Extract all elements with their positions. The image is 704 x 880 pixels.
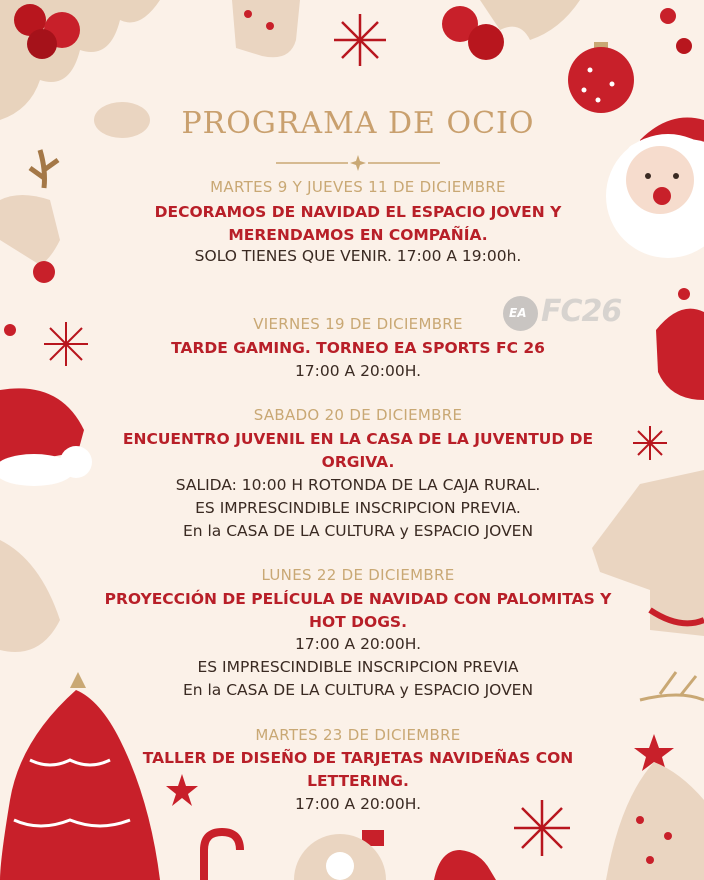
gift-bag-icon: [656, 288, 704, 400]
event-detail-line: En la CASA DE LA CULTURA y ESPACIO JOVEN: [182, 681, 534, 699]
program-content: [90, 0, 626, 880]
event-headline-line: LETTERING.: [307, 772, 409, 790]
event-detail-line: SOLO TIENES QUE VENIR. 17:00 A 19:00h.: [194, 247, 522, 265]
event-detail-line: ES IMPRESCINDIBLE INSCRIPCION PREVIA: [197, 658, 519, 676]
event-date: VIERNES 19 DE DICIEMBRE: [253, 315, 463, 333]
branch-icon: [640, 672, 704, 700]
event-headline: [90, 747, 626, 793]
event-headline: [90, 337, 626, 360]
event-headline-line: PROYECCIÓN DE PELÍCULA DE NAVIDAD CON PALOMITAS Y: [104, 590, 612, 608]
event-headline-line: HOT DOGS.: [309, 613, 407, 631]
sparkle-icon: [350, 155, 366, 171]
santa-hat-icon: [0, 388, 92, 486]
event-date: SABADO 20 DE DICIEMBRE: [253, 406, 463, 424]
event-details: [90, 360, 626, 383]
event-detail-line: En la CASA DE LA CULTURA y ESPACIO JOVEN: [182, 522, 534, 540]
event-detail-line: 17:00 A 20:00H.: [294, 635, 422, 653]
event-headline-line: MERENDAMOS EN COMPAÑÍA.: [228, 226, 488, 244]
event-headline-line: TARDE GAMING. TORNEO EA SPORTS FC 26: [171, 339, 545, 357]
event-details: [90, 633, 626, 702]
snowflake-icon: [633, 426, 667, 460]
fc26-wordmark: FC26: [541, 294, 622, 329]
event-headline: [90, 201, 626, 247]
ea-sports-badge: EA: [503, 296, 538, 331]
leaf-icon: [0, 540, 60, 652]
snowflake-icon: [44, 322, 88, 366]
title-divider: [276, 153, 440, 173]
event-detail-line: 17:00 A 20:00H.: [294, 362, 422, 380]
reindeer-icon: [0, 150, 60, 283]
page-title: PROGRAMA DE OCIO: [181, 106, 535, 141]
event-headline: [90, 428, 626, 474]
event-details: [90, 245, 626, 268]
event-headline-line: DECORAMOS DE NAVIDAD EL ESPACIO JOVEN Y: [154, 203, 562, 221]
event-details: [90, 474, 626, 543]
event-date: LUNES 22 DE DICIEMBRE: [261, 566, 455, 584]
event-detail-line: 17:00 A 20:00H.: [294, 795, 422, 813]
event-date: MARTES 23 DE DICIEMBRE: [255, 726, 461, 744]
event-details: [90, 793, 626, 816]
event-headline: [90, 588, 626, 634]
event-detail-line: SALIDA: 10:00 H ROTONDA DE LA CAJA RURAL.: [175, 476, 541, 494]
event-headline-line: TALLER DE DISEÑO DE TARJETAS NAVIDEÑAS CON: [142, 749, 574, 767]
event-headline-line: ENCUENTRO JUVENIL EN LA CASA DE LA JUVENTUD DE: [122, 430, 594, 448]
event-headline-line: ORGIVA.: [321, 453, 395, 471]
event-date: MARTES 9 Y JUEVES 11 DE DICIEMBRE: [210, 178, 506, 196]
event-detail-line: ES IMPRESCINDIBLE INSCRIPCION PREVIA.: [195, 499, 521, 517]
